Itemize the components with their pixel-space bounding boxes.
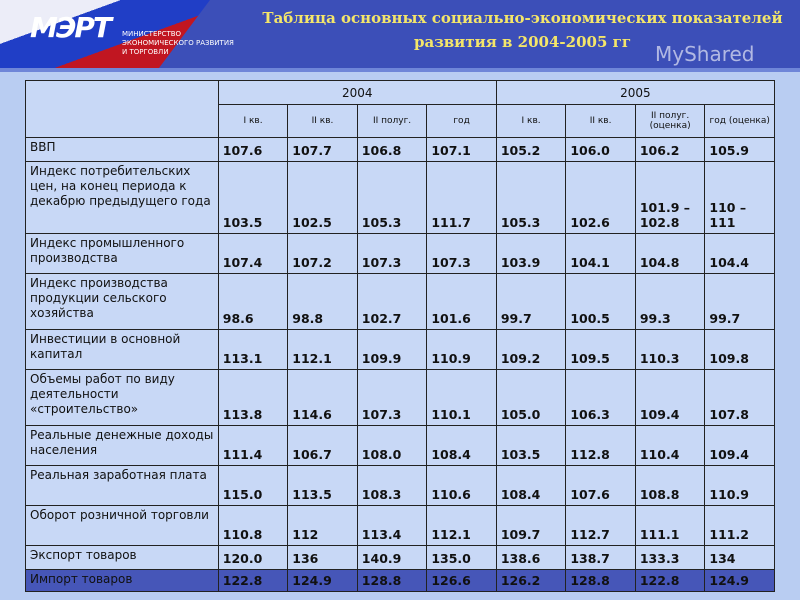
value-cell: 103.5 [218, 162, 288, 234]
value-cell: 104.4 [705, 234, 775, 274]
value-cell: 103.5 [496, 426, 566, 466]
value-cell: 124.9 [705, 570, 775, 592]
value-cell: 120.0 [218, 546, 288, 570]
table-row [26, 162, 775, 234]
table-row [26, 466, 775, 506]
value-cell: 105.2 [496, 138, 566, 162]
indicator-label: ВВП [26, 138, 219, 162]
value-cell: 128.8 [357, 570, 427, 592]
value-cell: 106.3 [566, 370, 636, 426]
value-cell: 107.6 [218, 138, 288, 162]
value-cell: 111.7 [427, 162, 497, 234]
value-cell: 111.1 [635, 506, 705, 546]
value-cell: 110.3 [635, 330, 705, 370]
value-cell: 102.5 [288, 162, 358, 234]
year-header: 2004 [218, 81, 496, 105]
period-header: II кв. [566, 105, 636, 138]
value-cell: 112.1 [288, 330, 358, 370]
value-cell: 100.5 [566, 274, 636, 330]
value-cell: 111.4 [218, 426, 288, 466]
period-header: год (оценка) [705, 105, 775, 138]
table-row [26, 426, 775, 466]
value-cell: 134 [705, 546, 775, 570]
value-cell: 101.9 – 102.8 [635, 162, 705, 234]
value-cell: 104.8 [635, 234, 705, 274]
value-cell: 133.3 [635, 546, 705, 570]
indicator-label: Реальная заработная плата [26, 466, 219, 506]
value-cell: 113.8 [218, 370, 288, 426]
indicators-table [25, 80, 775, 592]
ministry-name [122, 30, 234, 57]
value-cell: 109.4 [635, 370, 705, 426]
value-cell: 112.8 [566, 426, 636, 466]
value-cell: 114.6 [288, 370, 358, 426]
value-cell: 99.3 [635, 274, 705, 330]
value-cell: 110.9 [427, 330, 497, 370]
value-cell: 110.4 [635, 426, 705, 466]
value-cell: 106.8 [357, 138, 427, 162]
title-line: развития в 2004-2005 гг [413, 33, 632, 51]
indicator-label: Импорт товаров [26, 570, 219, 592]
year-header: 2005 [496, 81, 774, 105]
indicator-label: Реальные денежные доходы населения [26, 426, 219, 466]
table-row [26, 138, 775, 162]
value-cell: 107.1 [427, 138, 497, 162]
indicator-label: Индекс промышленного производства [26, 234, 219, 274]
value-cell: 107.8 [705, 370, 775, 426]
value-cell: 136 [288, 546, 358, 570]
value-cell: 105.3 [357, 162, 427, 234]
value-cell: 113.1 [218, 330, 288, 370]
value-cell: 109.4 [705, 426, 775, 466]
value-cell: 107.3 [357, 234, 427, 274]
value-cell: 109.9 [357, 330, 427, 370]
value-cell: 110.9 [705, 466, 775, 506]
indicator-label: Индекс производства продукции сельского хозяйства [26, 274, 219, 330]
table-row [26, 570, 775, 592]
value-cell: 111.2 [705, 506, 775, 546]
value-cell: 126.2 [496, 570, 566, 592]
ministry-line: И ТОРГОВЛИ [122, 48, 169, 56]
table-row [26, 274, 775, 330]
value-cell: 112.7 [566, 506, 636, 546]
value-cell: 108.4 [496, 466, 566, 506]
value-cell: 107.3 [427, 234, 497, 274]
indicator-label: Экспорт товаров [26, 546, 219, 570]
value-cell: 103.9 [496, 234, 566, 274]
divider [0, 68, 800, 72]
value-cell: 112 [288, 506, 358, 546]
value-cell: 138.7 [566, 546, 636, 570]
value-cell: 110.1 [427, 370, 497, 426]
title-line: Таблица основных социально-экономических показателей [262, 9, 783, 27]
value-cell: 112.1 [427, 506, 497, 546]
value-cell: 98.6 [218, 274, 288, 330]
value-cell: 106.7 [288, 426, 358, 466]
value-cell: 110.8 [218, 506, 288, 546]
indicator-label: Оборот розничной торговли [26, 506, 219, 546]
indicator-label: Объемы работ по виду деятельности «строительство» [26, 370, 219, 426]
value-cell: 109.7 [496, 506, 566, 546]
value-cell: 113.4 [357, 506, 427, 546]
value-cell: 108.8 [635, 466, 705, 506]
value-cell: 108.0 [357, 426, 427, 466]
table-row [26, 370, 775, 426]
value-cell: 104.1 [566, 234, 636, 274]
table-row [26, 506, 775, 546]
value-cell: 99.7 [705, 274, 775, 330]
value-cell: 107.3 [357, 370, 427, 426]
value-cell: 135.0 [427, 546, 497, 570]
ministry-line: МИНИСТЕРСТВО [122, 30, 182, 38]
value-cell: 110 – 111 [705, 162, 775, 234]
table-row [26, 330, 775, 370]
value-cell: 105.9 [705, 138, 775, 162]
value-cell: 109.2 [496, 330, 566, 370]
value-cell: 106.0 [566, 138, 636, 162]
value-cell: 110.6 [427, 466, 497, 506]
value-cell: 102.7 [357, 274, 427, 330]
value-cell: 107.2 [288, 234, 358, 274]
table-row [26, 546, 775, 570]
value-cell: 115.0 [218, 466, 288, 506]
value-cell: 126.6 [427, 570, 497, 592]
value-cell: 102.6 [566, 162, 636, 234]
value-cell: 105.0 [496, 370, 566, 426]
indicator-label: Индекс потребительских цен, на конец периода к декабрю предыдущего года [26, 162, 219, 234]
value-cell: 128.8 [566, 570, 636, 592]
period-header: I кв. [496, 105, 566, 138]
value-cell: 105.3 [496, 162, 566, 234]
value-cell: 101.6 [427, 274, 497, 330]
header-banner [0, 0, 800, 70]
ministry-line: ЭКОНОМИЧЕСКОГО РАЗВИТИЯ [122, 39, 234, 47]
value-cell: 107.4 [218, 234, 288, 274]
value-cell: 122.8 [635, 570, 705, 592]
value-cell: 107.6 [566, 466, 636, 506]
value-cell: 109.5 [566, 330, 636, 370]
value-cell: 107.7 [288, 138, 358, 162]
period-header: II кв. [288, 105, 358, 138]
indicator-label: Инвестиции в основной капитал [26, 330, 219, 370]
value-cell: 122.8 [218, 570, 288, 592]
value-cell: 108.4 [427, 426, 497, 466]
value-cell: 140.9 [357, 546, 427, 570]
value-cell: 99.7 [496, 274, 566, 330]
value-cell: 113.5 [288, 466, 358, 506]
corner-cell [26, 81, 219, 138]
value-cell: 98.8 [288, 274, 358, 330]
watermark: MyShared [655, 42, 755, 66]
value-cell: 109.8 [705, 330, 775, 370]
ministry-logo: МЭРТ [30, 12, 111, 44]
table-row [26, 234, 775, 274]
period-header: год [427, 105, 497, 138]
period-header: II полуг. [357, 105, 427, 138]
value-cell: 108.3 [357, 466, 427, 506]
period-header: II полуг. (оценка) [635, 105, 705, 138]
value-cell: 106.2 [635, 138, 705, 162]
value-cell: 138.6 [496, 546, 566, 570]
period-header: I кв. [218, 105, 288, 138]
value-cell: 124.9 [288, 570, 358, 592]
